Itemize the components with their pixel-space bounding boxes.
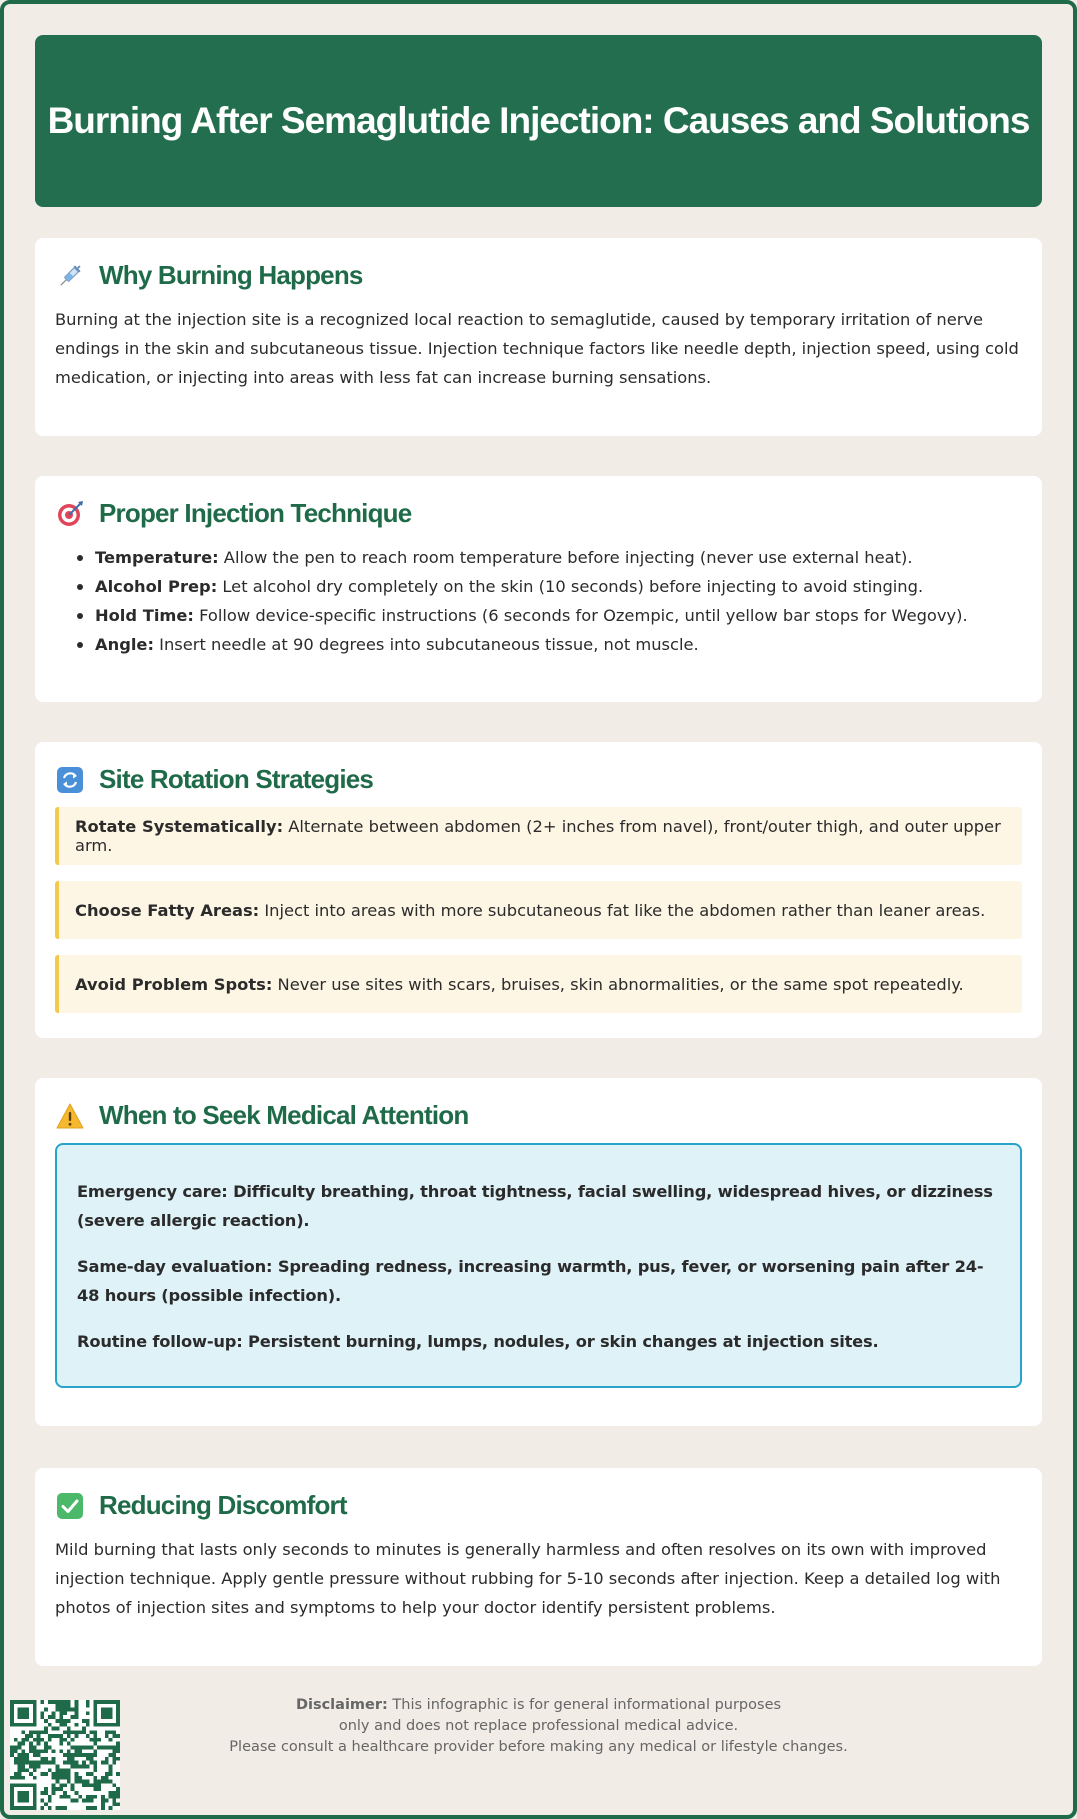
target-icon [55,499,85,529]
section-heading: Site Rotation Strategies [99,764,374,794]
card-header [55,1100,1022,1131]
card-injection-technique [35,476,1042,702]
disclaimer-line: Please consult a healthcare provider before making any medical or lifestyle changes. [229,1739,848,1755]
alert-item: Emergency care: Difficulty breathing, throat tightness, facial swelling, widespread hives, or dizziness (severe allergic reaction). [77,1182,993,1230]
rotation-item: Rotate Systematically: Alternate between abdomen (2+ inches from navel), front/outer thigh, and outer upper arm. [55,807,1022,865]
card-header [55,498,1022,529]
list-item: Alcohol Prep: Let alcohol dry completely on the skin (10 seconds) before injecting to avoid stinging. [77,572,1022,601]
check-icon [55,1491,85,1521]
alert-item: Same-day evaluation: Spreading redness, increasing warmth, pus, fever, or worsening pain after 24-48 hours (possible infection). [77,1257,984,1305]
disclaimer-line: Disclaimer: This infographic is for general informational purposes [295,1697,782,1713]
disclaimer [0,1695,1077,1758]
card-site-rotation [35,742,1042,1038]
medical-alert-box [55,1143,1022,1388]
page-title: Burning After Semaglutide Injection: Causes and Solutions [47,100,1030,141]
alert-item: Routine follow-up: Persistent burning, lumps, nodules, or skin changes at injection sites. [77,1332,879,1351]
disclaimer-line: only and does not replace professional medical advice. [338,1718,739,1734]
rotation-item: Avoid Problem Spots: Never use sites with scars, bruises, skin abnormalities, or the same spot repeatedly. [55,955,1022,1013]
section-heading: Proper Injection Technique [99,498,412,528]
section-text: Burning at the injection site is a recognized local reaction to semaglutide, caused by temporary irritation of nerve endings in the skin and subcutaneous tissue. Injection technique factors like needle depth, injection speed, using cold medication, or injecting into areas with less fat can increase burning sensations. [55,310,1019,387]
list-item: Temperature: Allow the pen to reach room temperature before injecting (never use external heat). [77,543,1022,572]
page-header [35,35,1042,207]
card-why-burning [35,238,1042,436]
list-item: Angle: Insert needle at 90 degrees into subcutaneous tissue, not muscle. [77,630,1022,659]
card-header [55,764,1022,795]
rotation-item: Choose Fatty Areas: Inject into areas with more subcutaneous fat like the abdomen rather than leaner areas. [55,881,1022,939]
section-text: Mild burning that lasts only seconds to minutes is generally harmless and often resolves on its own with improved injection technique. Apply gentle pressure without rubbing for 5-10 seconds after injection. Keep a detailed log with photos of injection sites and symptoms to help your doctor identify persistent problems. [55,1540,1001,1617]
section-heading: Why Burning Happens [99,260,363,290]
card-reducing-discomfort [35,1468,1042,1666]
syringe-icon [55,261,85,291]
section-heading: When to Seek Medical Attention [99,1100,469,1130]
technique-list [55,543,1022,659]
card-medical-attention [35,1078,1042,1426]
list-item: Hold Time: Follow device-specific instructions (6 seconds for Ozempic, until yellow bar stops for Wegovy). [77,601,1022,630]
card-header [55,260,1022,291]
rotate-icon [55,765,85,795]
section-heading: Reducing Discomfort [99,1490,347,1520]
card-header [55,1490,1022,1521]
warning-icon [55,1101,85,1131]
